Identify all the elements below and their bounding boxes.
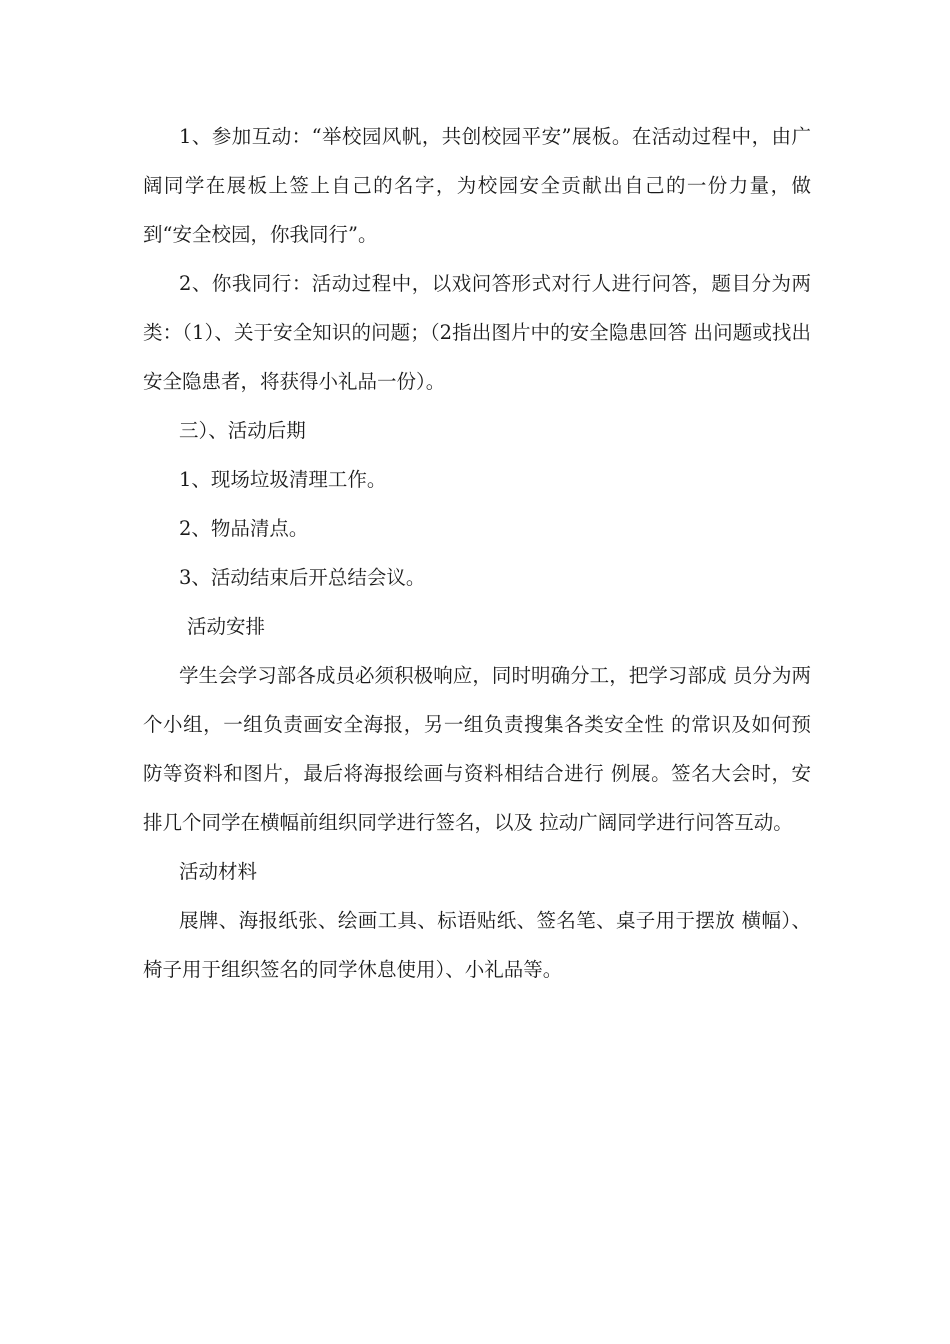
heading-materials: 活动材料 [179,860,258,883]
paragraph-together: 2、你我同行：活动过程中，以戏问答形式对行人进行问答，题目分为两类：（1）、关于安全知识的问题；（2指出图片中的安全隐患回答 出问题或找出安全隐患者，将获得小礼品一份）。 [143,272,811,393]
document-body [143,112,811,994]
paragraph-materials: 展牌、海报纸张、绘画工具、标语贴纸、签名笔、桌子用于摆放 横幅）、椅子用于组织签名的同学休息使用）、小礼品等。 [143,909,811,981]
paragraph-interaction: 1、参加互动：“举校园风帆，共创校园平安”展板。在活动过程中，由广阔同学在展板上签上自己的名字，为校园安全贡献出自己的一份力量，做到“安全校园，你我同行”。 [143,125,811,246]
list-item-inventory: 2、物品清点。 [179,517,309,540]
paragraph-arrangement: 学生会学习部各成员必须积极响应，同时明确分工，把学习部成 员分为两个小组，一组负责画安全海报，另一组负责搜集各类安全性 的常识及如何预防等资料和图片，最后将海报绘画与资料相结合进行 例展。签名大会时，安排几个同学在横幅前组织同学进行签名，以及 拉动广阔同学进行问答互动。 [143,664,811,834]
list-item-cleanup: 1、现场垃圾清理工作。 [179,468,387,491]
heading-arrangement: 活动安排 [187,615,266,638]
heading-later-stage: 三）、活动后期 [179,419,306,442]
list-item-summary-meeting: 3、活动结束后开总结会议。 [179,566,426,589]
